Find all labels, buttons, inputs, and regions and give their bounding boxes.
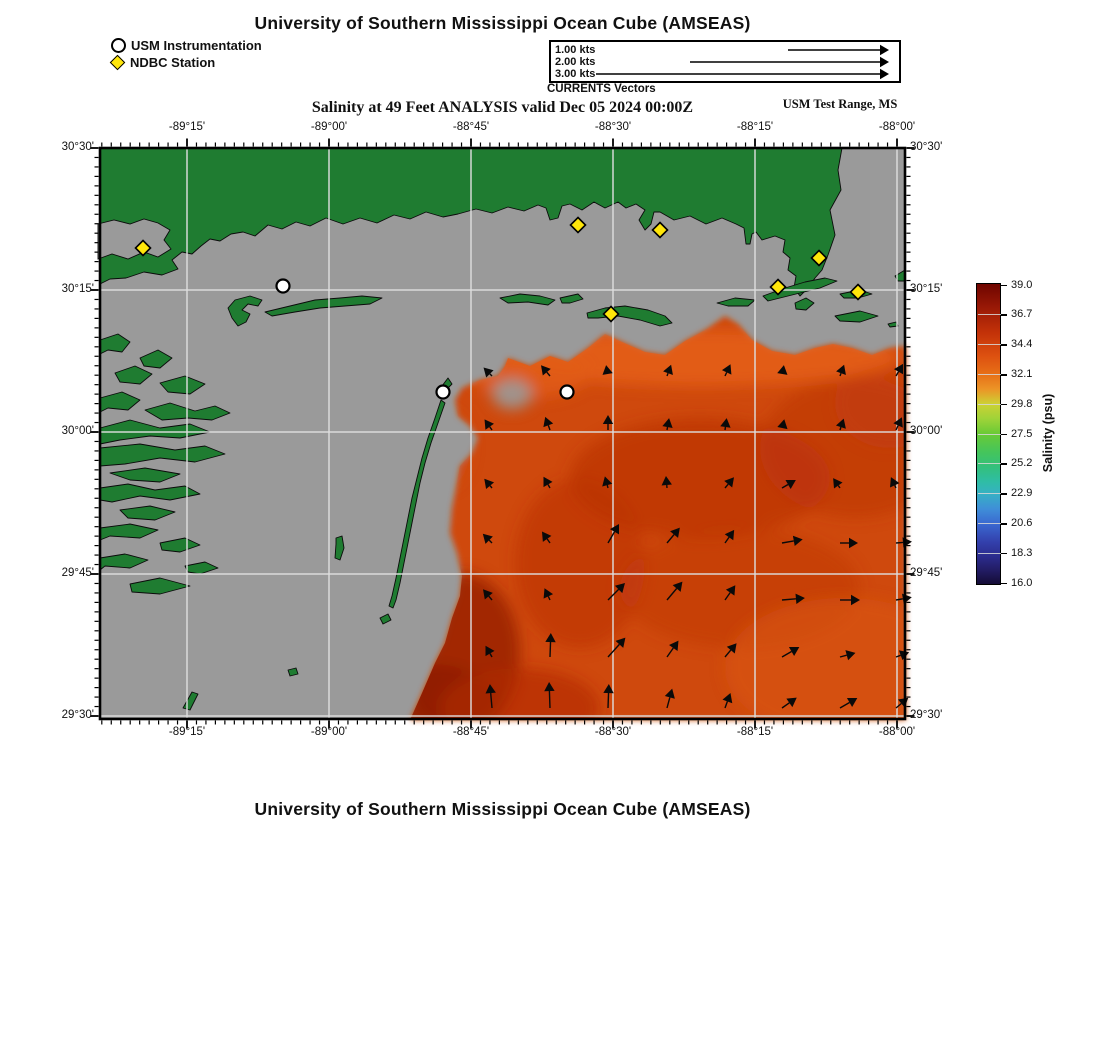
colorbar-tick-label: 25.2: [1011, 457, 1033, 470]
station-legend: [111, 37, 262, 71]
legend-usm-label: USM Instrumentation: [131, 38, 262, 53]
colorbar-tick-label: 27.5: [1011, 427, 1033, 440]
colorbar-tick-mark: [1001, 434, 1007, 436]
colorbar-tick-mark: [1001, 553, 1007, 555]
range-label: USM Test Range, MS: [782, 97, 898, 111]
lon-tick-label-bottom: -88°45': [452, 726, 490, 738]
lon-tick-label-top: -88°45': [452, 121, 490, 133]
plot-subtitle: Salinity at 49 Feet ANALYSIS valid Dec 05 2024 00:00Z: [311, 99, 694, 116]
lon-tick-label-bottom: -89°00': [310, 726, 348, 738]
colorbar-tick-label: 34.4: [1011, 338, 1033, 351]
figure-title: University of Southern Mississippi Ocean Cube (AMSEAS): [254, 13, 751, 33]
currents-legend-label: 3.00 kts: [555, 68, 596, 80]
colorbar-tick-mark: [1001, 523, 1007, 525]
currents-legend-arrows: [551, 42, 899, 81]
colorbar-tick-label: 29.8: [1011, 397, 1033, 410]
lat-tick-label-left: 29°45': [61, 567, 94, 579]
land-area: [288, 668, 298, 676]
lon-tick-label-top: -88°15': [736, 121, 774, 133]
colorbar: [976, 283, 1001, 585]
bay-water: [98, 219, 171, 259]
currents-legend-label: 1.00 kts: [555, 44, 596, 56]
lon-tick-label-bottom: -88°15': [736, 726, 774, 738]
lat-tick-label-right: 29°45': [910, 567, 943, 579]
currents-legend-box: [549, 40, 901, 83]
colorbar-tick-mark: [1001, 374, 1007, 376]
colorbar-tick-mark: [1001, 404, 1007, 406]
colorbar-tick-mark: [1001, 583, 1007, 585]
lat-tick-label-right: 29°30': [910, 709, 943, 721]
colorbar-tick-label: 36.7: [1011, 308, 1033, 321]
currents-legend-label: 2.00 kts: [555, 56, 596, 68]
lon-tick-label-bottom: -88°30': [594, 726, 632, 738]
lon-tick-label-top: -88°00': [878, 121, 916, 133]
colorbar-tick-label: 39.0: [1011, 278, 1033, 291]
ndbc-diamond-icon: [110, 55, 126, 71]
colorbar-tick-mark: [1001, 344, 1007, 346]
colorbar-tick-mark: [1001, 285, 1007, 287]
colorbar-tick-mark: [1001, 493, 1007, 495]
colorbar-tick-label: 18.3: [1011, 546, 1033, 559]
lat-tick-label-left: 30°00': [61, 425, 94, 437]
colorbar-title: Salinity (psu): [1041, 393, 1055, 473]
lat-tick-label-right: 30°30': [910, 141, 943, 153]
colorbar-tick-label: 16.0: [1011, 576, 1033, 589]
lat-tick-label-left: 30°15': [61, 283, 94, 295]
lat-tick-label-right: 30°00': [910, 425, 943, 437]
lat-tick-label-right: 30°15': [910, 283, 943, 295]
usm-station-marker: [277, 280, 290, 293]
colorbar-tick-mark: [1001, 314, 1007, 316]
lon-tick-label-top: -89°00': [310, 121, 348, 133]
colorbar-tick-label: 22.9: [1011, 487, 1033, 500]
colorbar-tick-label: 32.1: [1011, 367, 1033, 380]
colorbar-tick-mark: [1001, 463, 1007, 465]
legend-row-usm: [111, 37, 262, 54]
lon-tick-label-bottom: -89°15': [168, 726, 206, 738]
lon-tick-label-bottom: -88°00': [878, 726, 916, 738]
colorbar-tick-label: 20.6: [1011, 516, 1033, 529]
legend-ndbc-label: NDBC Station: [130, 55, 216, 70]
lat-tick-label-left: 30°30': [61, 141, 94, 153]
usm-station-marker: [561, 386, 574, 399]
usm-station-marker: [437, 386, 450, 399]
lon-tick-label-top: -88°30': [594, 121, 632, 133]
usm-circle-icon: [111, 38, 126, 53]
legend-row-ndbc: [111, 54, 262, 71]
lat-tick-label-left: 29°30': [61, 709, 94, 721]
map-canvas: [88, 136, 917, 731]
figure-title-bottom: University of Southern Mississippi Ocean Cube (AMSEAS): [254, 799, 751, 819]
currents-caption: CURRENTS Vectors: [547, 83, 656, 95]
lon-tick-label-top: -89°15': [168, 121, 206, 133]
